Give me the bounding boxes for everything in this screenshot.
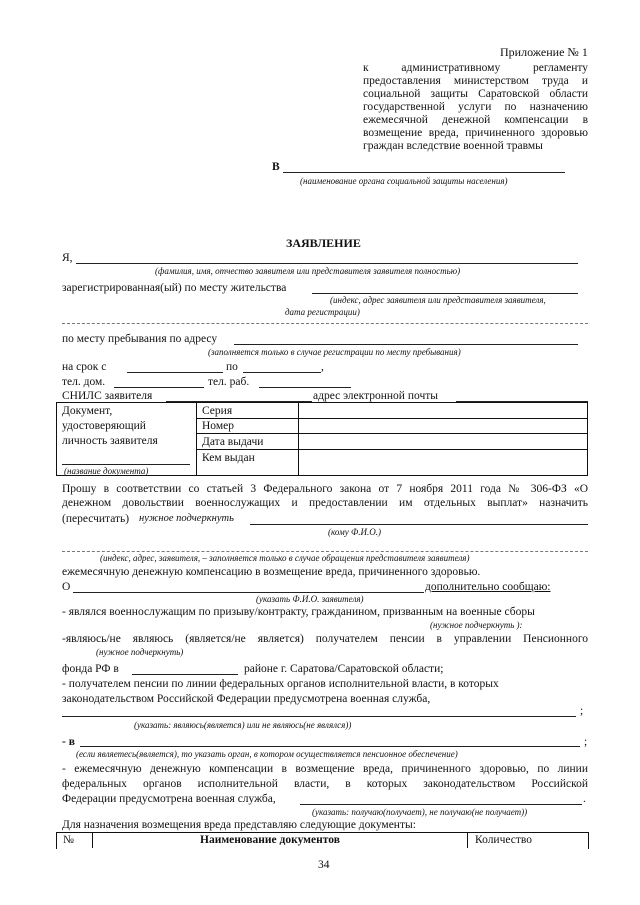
monthly-line: федеральных органов исполнительной власти, в которых законодательством Российской (62, 778, 588, 790)
rep-address-line[interactable] (62, 551, 588, 552)
page-title: ЗАЯВЛЕНИЕ (286, 236, 361, 250)
registered-address-line[interactable] (312, 293, 578, 294)
fio-hint: (фамилия, имя, отчество заявителя или представителя заявителя полностью) (155, 266, 461, 276)
about-fio-line[interactable] (73, 592, 424, 593)
period: . (583, 793, 586, 805)
needed-hint: (нужное подчеркнуть ): (430, 620, 523, 630)
row-number-label: Номер (202, 420, 234, 432)
table-divider (196, 433, 587, 434)
additional-info-label: дополнительно сообщаю: (425, 581, 551, 593)
table-divider (196, 418, 587, 419)
semicolon: ; (584, 736, 588, 748)
document-name-line[interactable] (62, 464, 190, 465)
whom-line[interactable] (250, 524, 588, 525)
email-label: адрес электронной почты (313, 390, 438, 402)
regulation-line: предоставления министерством труда и (363, 75, 588, 87)
col-quantity-header: Количество (475, 834, 532, 846)
snils-label: СНИЛС заявителя (62, 390, 153, 402)
address-hint: дата регистрации) (285, 307, 360, 317)
stay-hint: (заполняется только в случае регистрации по месту пребывания) (208, 347, 461, 357)
table-divider (298, 402, 299, 476)
address-continuation-line[interactable] (62, 323, 588, 324)
documents-intro: Для назначения возмещения вреда представляю следующие документы: (62, 819, 416, 831)
service-line: - являлся военнослужащим по призыву/контракту, гражданином, призванным на военные сборы (62, 606, 535, 618)
row-series-label: Серия (202, 405, 233, 417)
receive-hint: (указать: получаю(получает), не получаю(не получает)) (312, 807, 528, 817)
appendix-title: Приложение № 1 (500, 45, 588, 59)
phone-work-label: тел. раб. (208, 376, 250, 388)
table-divider (92, 832, 93, 848)
row-issued-by-label: Кем выдан (202, 452, 255, 464)
phone-home-line[interactable] (114, 387, 204, 388)
underline-needed-hint: нужное подчеркнуть (139, 513, 234, 524)
col-number-header: № (63, 834, 74, 846)
address-hint: (индекс, адрес заявителя или представителя заявителя, (330, 295, 546, 305)
fio-line[interactable] (76, 263, 578, 264)
registered-label: зарегистрированная(ый) по месту жительства (62, 282, 287, 294)
term-from-label: на срок с (62, 361, 107, 373)
row-issue-date-label: Дата выдачи (202, 436, 264, 448)
regulation-line: ежемесячной денежной компенсации в (363, 114, 588, 126)
id-label-line: удостоверяющий (62, 420, 146, 432)
phone-home-label: тел. дом. (62, 376, 106, 388)
term-end: , (321, 361, 324, 373)
id-label-line: Документ, (62, 405, 113, 417)
federal-line: законодательством Российской Федерации предусмотрена военная служба, (62, 693, 431, 705)
i-label: Я, (62, 252, 73, 264)
to-organ-line[interactable] (283, 172, 565, 173)
regulation-line: к административному регламенту (363, 62, 588, 74)
request-text-line: денежном довольствии военнослужащих и предоставлении им отдельных выплат» назначить (62, 497, 588, 509)
regulation-line: социальной защиты Саратовской области (363, 88, 588, 100)
to-prefix: В (272, 161, 280, 173)
fund-district-label: районе г. Саратова/Саратовской области; (244, 663, 444, 675)
term-to-label: по (226, 361, 238, 373)
monthly-line: - ежемесячную денежную компенсации в возмещение вреда, причиненного здоровью, по линии (62, 763, 588, 775)
federal-status-line[interactable] (62, 716, 576, 717)
o-label: О (62, 581, 71, 593)
receive-status-line[interactable] (300, 804, 582, 805)
table-divider (196, 402, 197, 476)
stay-address-line[interactable] (234, 344, 578, 345)
rep-hint: (индекс, адрес, заявителя, – заполняется только в случае обращения представителя заявителя) (100, 553, 470, 563)
monthly-line: Федерации предусмотрена военная служба, (62, 793, 276, 805)
pension-organ-line[interactable] (80, 746, 580, 747)
compensation-line: ежемесячную денежную компенсацию в возмещение вреда, причиненного здоровью. (62, 566, 481, 578)
request-text-line: Прошу в соответствии со статьей 3 Федерального закона от 7 ноября 2011 года № 306-ФЗ «О (62, 483, 588, 495)
table-divider (196, 449, 587, 450)
recalculate-label: (пересчитать) (62, 513, 130, 525)
col-name-header: Наименование документов (200, 834, 340, 846)
fund-district-line[interactable] (132, 674, 238, 675)
pension-line: -являюсь/не являюсь (является/не является) получателем пенсии в управлении Пенсионного (62, 633, 588, 645)
term-from-line[interactable] (127, 372, 223, 373)
organ-hint: (если являетесь(является), то указать орган, в котором осуществляется пенсионное обеспечение) (76, 749, 458, 759)
table-divider (467, 832, 468, 848)
regulation-line: граждан вследствие военной травмы (363, 140, 543, 152)
indicate-hint: (указать: являюсь(является) или не являюсь(не являлся)) (134, 720, 352, 730)
fio-applicant-hint: (указать Ф.И.О. заявителя) (256, 594, 364, 604)
regulation-line: государственной услуги по назначению (363, 101, 588, 113)
fund-label: фонда РФ в (62, 663, 119, 675)
regulation-line: возмещение вреда, причиненного здоровью (363, 127, 588, 139)
in-prefix: - в (62, 736, 75, 748)
federal-line: - получателем пенсии по линии федеральных органов исполнительной власти, в которых (62, 678, 499, 690)
id-label-line: личность заявителя (62, 435, 158, 447)
to-organ-hint: (наименование органа социальной защиты населения) (300, 176, 508, 186)
term-to-line[interactable] (243, 372, 321, 373)
whom-hint: (кому Ф.И.О.) (328, 527, 381, 537)
needed-hint: (нужное подчеркнуть) (96, 647, 184, 657)
document-name-hint: (название документа) (64, 466, 149, 476)
page-number: 34 (318, 859, 330, 871)
phone-work-line[interactable] (259, 387, 351, 388)
stay-label: по месту пребывания по адресу (62, 333, 218, 345)
semicolon: ; (580, 705, 584, 717)
